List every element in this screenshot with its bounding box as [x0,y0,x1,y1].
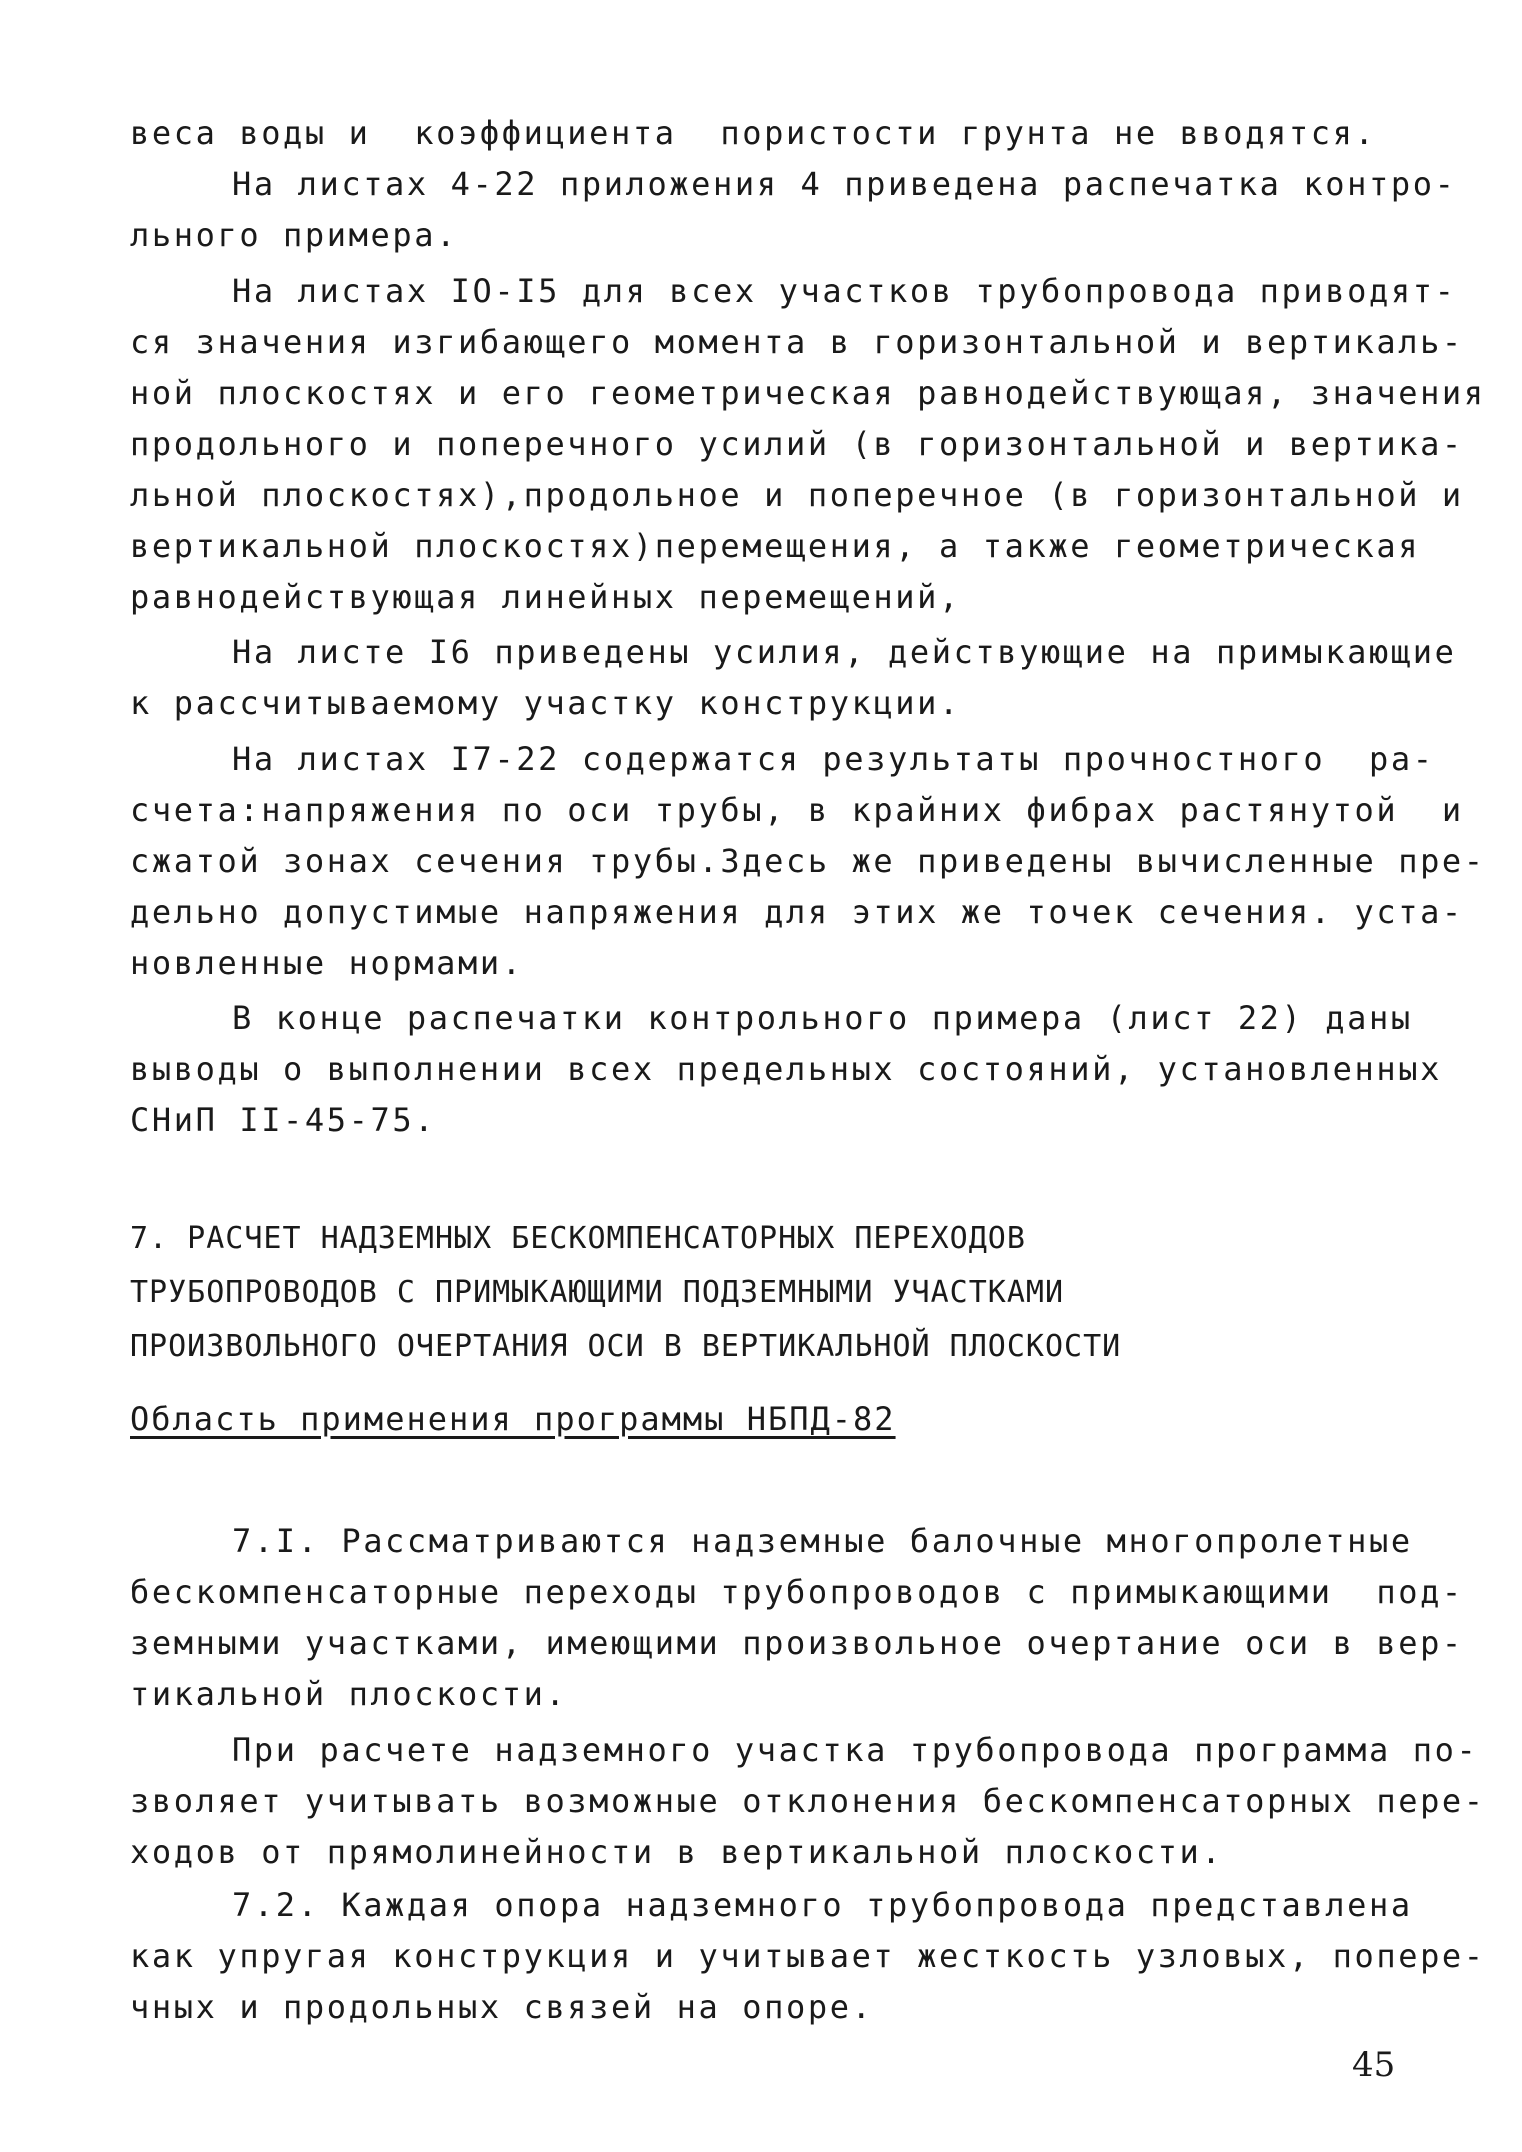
text-line: земными участками, имеющими произвольное очертание оси в вер- [130,1624,1464,1662]
text-line: продольного и поперечного усилий (в горизонтальной и вертика- [130,425,1464,463]
text-line: как упругая конструкция и учитывает жесткость узловых, попере- [130,1937,1486,1975]
text-line: На листах IO-I5 для всех участков трубопровода приводят- [232,272,1457,310]
text-line: 7.I. Рассматриваются надземные балочные многопролетные [232,1522,1413,1560]
text-line: сжатой зонах сечения трубы.Здесь же приведены вычисленные пре- [130,842,1486,880]
text-line: веса воды и коэффициента пористости грунта не вводятся. [130,114,1377,152]
heading-line: ТРУБОПРОВОДОВ С ПРИМЫКАЮЩИМИ ПОДЗЕМНЫМИ УЧАСТКАМИ [130,1275,1065,1310]
text-line: к рассчитываемому участку конструкции. [130,684,961,722]
text-line: При расчете надземного участка трубопровода программа по- [232,1731,1479,1769]
section-title: Область применения программы НБПД-82 [130,1400,896,1438]
text-line: равнодействующая линейных перемещений, [130,578,961,616]
text-line: В конце распечатки контрольного примера (лист 22) даны [232,999,1413,1037]
text-line: льного примера. [130,216,458,254]
text-line: На листе I6 приведены усилия, действующие на примыкающие [232,633,1457,671]
text-line: дельно допустимые напряжения для этих же точек сечения. уста- [130,893,1464,931]
text-line: счета:напряжения по оси трубы, в крайних фибрах растянутой и [130,791,1464,829]
text-line: На листах I7-22 содержатся результаты прочностного ра- [232,740,1435,778]
text-line: ной плоскостях и его геометрическая равнодействующая, значения [130,374,1486,412]
heading-line: ПРОИЗВОЛЬНОГО ОЧЕРТАНИЯ ОСИ В ВЕРТИКАЛЬНОЙ ПЛОСКОСТИ [130,1329,1122,1364]
text-line: зволяет учитывать возможные отклонения бескомпенсаторных пере- [130,1782,1486,1820]
page-number: 45 [1352,2045,1396,2085]
text-line: На листах 4-22 приложения 4 приведена распечатка контро- [232,165,1457,203]
text-line: тикальной плоскости. [130,1675,568,1713]
text-line: 7.2. Каждая опора надземного трубопровода представлена [232,1886,1413,1924]
text-line: вертикальной плоскостях)перемещения, а также геометрическая [130,527,1421,565]
text-line: льной плоскостях),продольное и поперечное (в горизонтальной и [130,476,1464,514]
text-line: ходов от прямолинейности в вертикальной плоскости. [130,1833,1224,1871]
text-line: СНиП II-45-75. [130,1101,437,1139]
text-line: выводы о выполнении всех предельных состояний, установленных [130,1050,1442,1088]
text-line: новленные нормами. [130,944,524,982]
heading-line: 7. РАСЧЕТ НАДЗЕМНЫХ БЕСКОМПЕНСАТОРНЫХ ПЕРЕХОДОВ [130,1221,1026,1256]
text-line: ся значения изгибающего момента в горизонтальной и вертикаль- [130,323,1464,361]
text-line: бескомпенсаторные переходы трубопроводов с примыкающими под- [130,1573,1464,1611]
text-line: чных и продольных связей на опоре. [130,1988,874,2026]
